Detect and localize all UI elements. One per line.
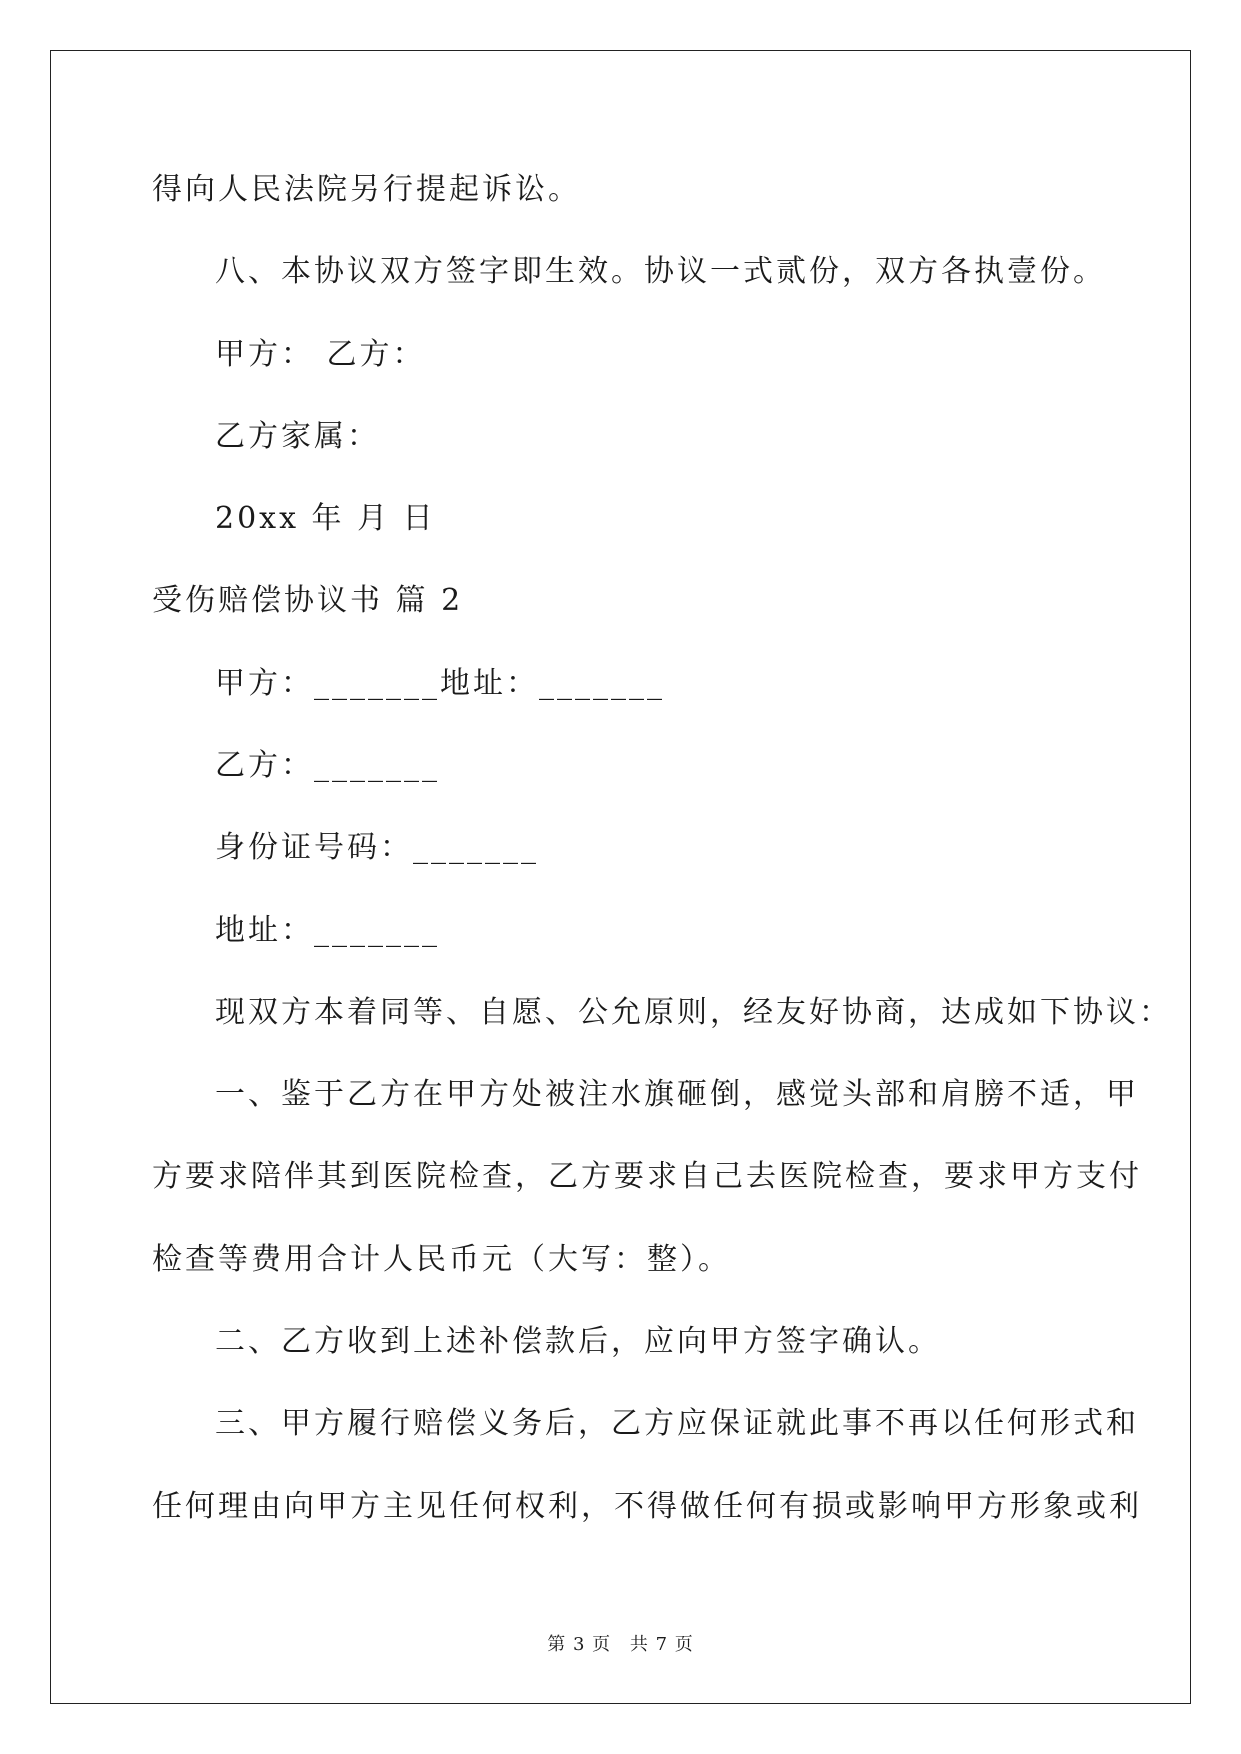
party-b-field: 乙方：_______ — [215, 748, 440, 783]
page-number: 第 3 页 — [547, 1634, 612, 1655]
paragraph-line: 检查等费用合计人民币元（大写：整）。 — [152, 1242, 731, 1277]
paragraph-line: 三、甲方履行赔偿义务后，乙方应保证就此事不再以任何形式和 — [215, 1406, 1139, 1441]
page-total: 共 7 页 — [629, 1634, 694, 1655]
page-border — [50, 50, 1191, 1704]
party-a-field: 甲方：_______地址：_______ — [215, 666, 665, 701]
paragraph-line: 八、本协议双方签字即生效。协议一式贰份，双方各执壹份。 — [215, 254, 1106, 289]
section-heading: 受伤赔偿协议书 篇 2 — [152, 583, 464, 618]
paragraph-line: 一、鉴于乙方在甲方处被注水旗砸倒，感觉头部和肩膀不适，甲 — [215, 1077, 1139, 1112]
signature-line: 乙方家属： — [215, 419, 380, 454]
date-line: 20xx 年 月 日 — [215, 501, 436, 536]
paragraph-line: 现双方本着同等、自愿、公允原则，经友好协商，达成如下协议： — [215, 995, 1172, 1030]
paragraph-line: 得向人民法院另行提起诉讼。 — [152, 172, 581, 207]
signature-line: 甲方： 乙方： — [215, 337, 426, 372]
page-footer — [0, 1633, 1241, 1657]
id-number-field: 身份证号码：_______ — [215, 830, 539, 865]
paragraph-line: 方要求陪伴其到医院检查，乙方要求自己去医院检查，要求甲方支付 — [152, 1159, 1142, 1194]
address-field: 地址：_______ — [215, 913, 440, 948]
paragraph-line: 任何理由向甲方主见任何权利，不得做任何有损或影响甲方形象或利 — [152, 1489, 1142, 1524]
paragraph-line: 二、乙方收到上述补偿款后，应向甲方签字确认。 — [215, 1324, 941, 1359]
